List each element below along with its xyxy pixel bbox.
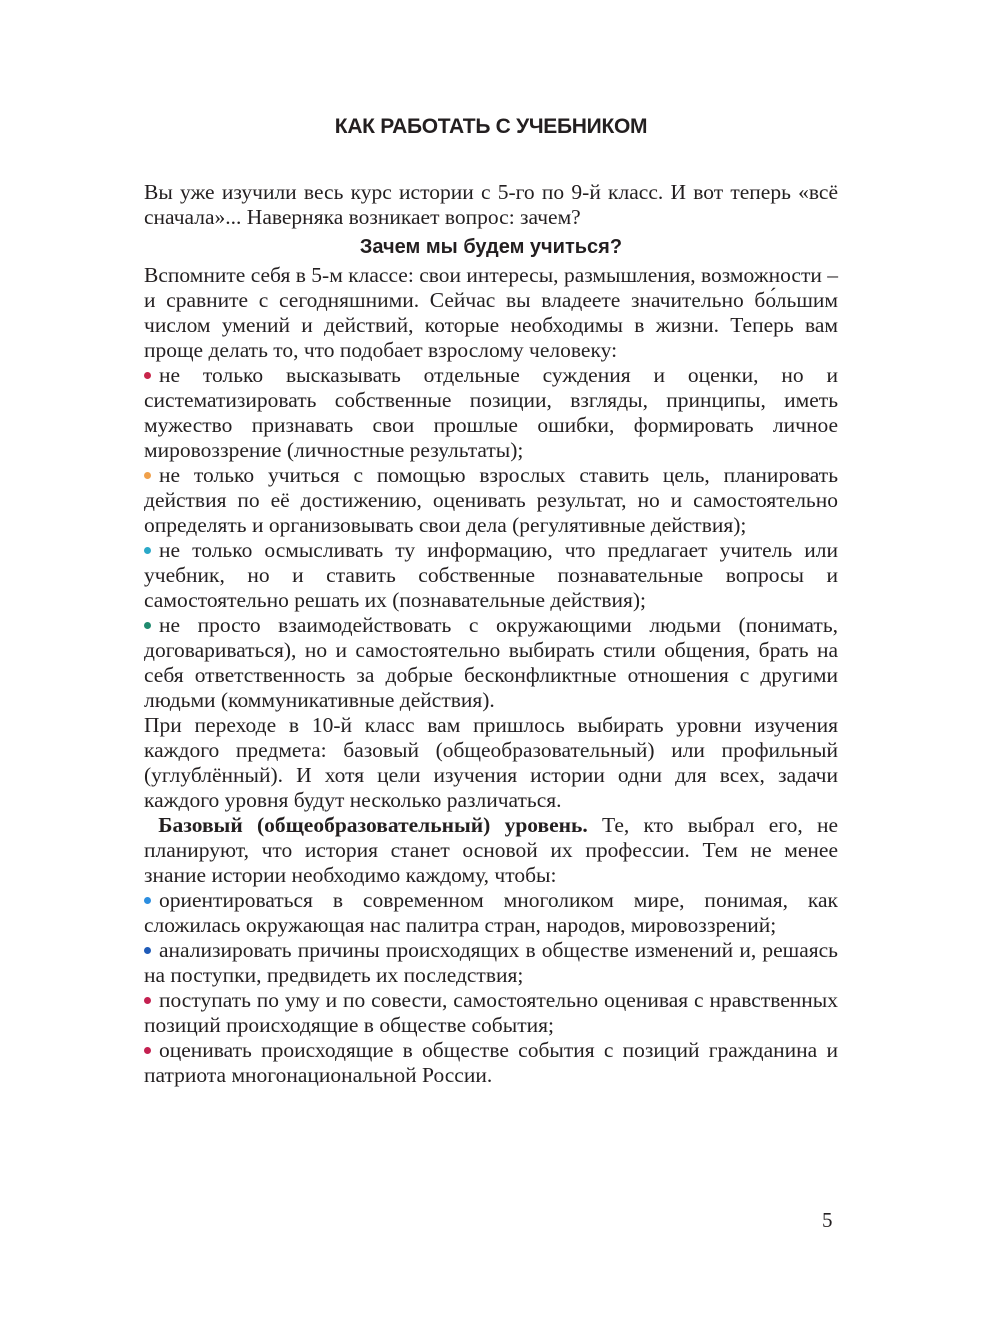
basic-level-text: Те, кто выбрал его, не планируют, что история станет основой их профессии. Тем не менее знание истории необходимо каждому, чтобы: — [144, 813, 838, 887]
bullet-dot-icon — [144, 997, 151, 1004]
list-item-text: ориентироваться в современном многоликом мире, понимая, как сложилась окружающая нас палитра стран, народов, мировоззрений; — [144, 888, 838, 937]
bullet-dot-icon — [144, 897, 151, 904]
list-item — [144, 1038, 838, 1088]
list-item — [144, 888, 838, 938]
page-body — [144, 180, 838, 1088]
intro-text: Вы уже изучили весь курс истории с 5-го по 9-й класс. И вот теперь «всё сначала»... Наверняка возникает вопрос: зачем? — [144, 180, 838, 229]
list-item — [144, 463, 838, 538]
basic-level-heading: Базовый (общеобразовательный) уровень. — [158, 813, 588, 837]
list-item-text: не просто взаимодействовать с окружающими людьми (понимать, договариваться), но и самостоятельно выбирать стили общения, брать на себя ответственность за добрые бесконфликтные отношения с другими людьми (коммуникативные действия). — [144, 613, 838, 712]
paragraph-1: Вспомните себя в 5-м классе: свои интересы, размышления, возможности – и сравните с сегодняшними. Сейчас вы владеете значительно бо́льшим числом умений и действий, которые необходимы в жизни. Теперь вам проще делать то, что подобает взрослому человеку: — [144, 263, 838, 362]
paragraph-3 — [144, 813, 838, 888]
list-item — [144, 613, 838, 713]
bullet-dot-icon — [144, 547, 151, 554]
list-item-text: не только осмысливать ту информацию, что предлагает учитель или учебник, но и ставить собственные познавательные вопросы и самостоятельно решать их (познавательные действия); — [144, 538, 838, 612]
bullet-dot-icon — [144, 947, 151, 954]
list-item — [144, 363, 838, 463]
page-number: 5 — [822, 1208, 833, 1232]
bullet-dot-icon — [144, 622, 151, 629]
list-item-text: поступать по уму и по совести, самостоятельно оценивая с нравственных позиций происходящие в обществе события; — [144, 988, 838, 1037]
intro-paragraph — [144, 180, 838, 230]
bullet-dot-icon — [144, 1047, 151, 1054]
section-heading: Зачем мы будем учиться? — [359, 236, 623, 258]
paragraph-2: При переходе в 10-й класс вам пришлось выбирать уровни изучения каждого предмета: базовый (общеобразовательный) или профильный (углублённый). И хотя цели изучения истории одни для всех, задачи каждого уровня будут несколько различаться. — [144, 713, 838, 812]
list-item — [144, 988, 838, 1038]
list-item-text: оценивать происходящие в обществе события с позиций гражданина и патриота многонациональной России. — [144, 1038, 838, 1087]
list-item — [144, 538, 838, 613]
bullet-dot-icon — [144, 372, 151, 379]
list-item-text: не только учиться с помощью взрослых ставить цель, планировать действия по её достижению, оценивать результат, но и самостоятельно определять и организовывать свои дела (регулятивные действия); — [144, 463, 838, 537]
bullet-dot-icon — [144, 472, 151, 479]
page-title: КАК РАБОТАТЬ С УЧЕБНИКОМ — [334, 115, 648, 138]
list-item-text: анализировать причины происходящих в обществе изменений и, решаясь на поступки, предвидеть их последствия; — [144, 938, 838, 987]
list-personal-skills — [144, 363, 838, 713]
list-item — [144, 938, 838, 988]
list-item-text: не только высказывать отдельные суждения и оценки, но и систематизировать собственные позиции, взгляды, принципы, иметь мужество признавать свои прошлые ошибки, формировать личное мировоззрение (личностные результаты); — [144, 363, 838, 462]
list-basic-level-goals — [144, 888, 838, 1088]
